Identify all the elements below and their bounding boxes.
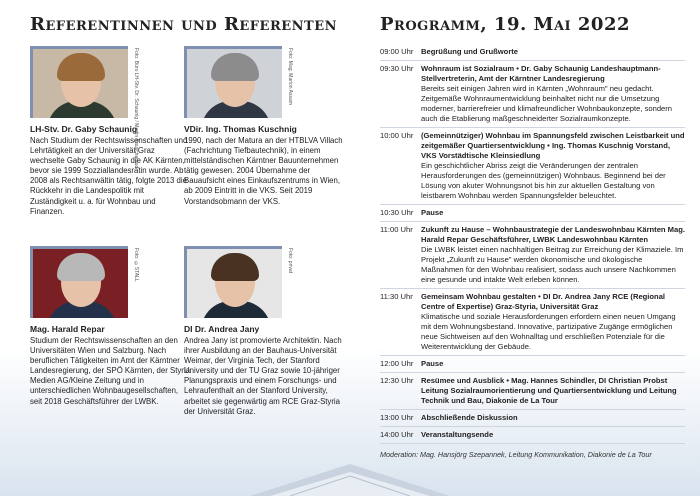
program-description: Ein geschichtlicher Abriss zeigt die Veränderungen der zentralen Herausforderungen des (gemeinnützigen) Wohnbaus. Beginnend bei der Lösung von akuter Wohnungsnot bis hin zur aktuellen Gestaltung von leistbarem Wohnbau werden Spannungsfelder beleuchtet. <box>421 161 666 200</box>
speaker-card <box>30 46 190 217</box>
program-schedule <box>380 44 685 459</box>
photo-credit: Foto: privat <box>287 248 293 274</box>
program-time: 10:00 Uhr <box>380 131 414 140</box>
program-row <box>380 205 685 222</box>
program-title: Programm, 19. Mai 2022 <box>380 14 631 35</box>
program-row <box>380 222 685 289</box>
program-description: Die LWBK leistet einen nachhaltigen Beitrag zur Erreichung der Klimaziele. Im Projekt „Zukunft zu Hause" werden ökonomische und ökologische Maßnahmen für den Wohnbau realisiert, sodass auch unsere Nachkommen eine gesunde und intakte Welt erleben können. <box>421 245 684 284</box>
program-heading: Abschließende Diskussion <box>421 413 518 422</box>
program-heading: Begrüßung und Grußworte <box>421 47 519 56</box>
speaker-name: LH-Stv. Dr. Gaby Schaunig <box>30 124 138 134</box>
speaker-photo <box>184 46 282 118</box>
house-roof-graphic <box>250 462 450 496</box>
speaker-card <box>184 46 344 207</box>
program-row <box>380 410 685 427</box>
speaker-bio: 1990, nach der Matura an der HTBLVA Villach (Fachrichtung Tiefbautechnik), in einem mittelständischen Kärntner Bauunternehmen tätig gewesen. 2004 Übernahme der Bauaufsicht eines Einkaufszentrums in Wien, ab 2009 Eintritt in die VKS. Seit 2019 Vorstandsobmann der VKS. <box>184 136 343 206</box>
program-time: 11:00 Uhr <box>380 225 413 234</box>
speaker-name: DI Dr. Andrea Jany <box>184 324 260 334</box>
program-row <box>380 289 685 356</box>
speaker-bio: Nach Studium der Rechtswissenschaften und Lehrtätigkeit an der Universität Graz wechselte Gaby Schaunig in die AK Kärnten, bevor sie 1999 Sozziallandesrätin wurde. Ab 2008 als Rechtsanwältin tätig, folgte 2013 die Rückkehr in die Landespolitik mit Zuständigkeit u. a. für Wohnbau und Finanzen. <box>30 136 188 216</box>
program-time: 09:00 Uhr <box>380 47 414 56</box>
photo-credit: Foto: Mag. Marion Assam <box>287 48 293 105</box>
photo-credit: Foto: Büro LH-Stv. Dr. Schaunig / Martin Rauscheraud <box>133 48 139 169</box>
program-heading: Gemeinsam Wohnbau gestalten • DI Dr. Andrea Jany RCE (Regional Centre of Expertise) Graz-Styria, Universität Graz <box>421 292 666 311</box>
program-time: 13:00 Uhr <box>380 413 414 422</box>
program-time: 12:00 Uhr <box>380 359 414 368</box>
program-time: 11:30 Uhr <box>380 292 413 301</box>
speaker-photo <box>30 46 128 118</box>
program-time: 12:30 Uhr <box>380 376 414 385</box>
program-row <box>380 128 685 205</box>
program-description: Bereits seit einigen Jahren wird in Kärnten „Wohnraum" neu gedacht. Zeitgemäße Wohnraumentwicklung beinhaltet nicht nur die Umsetzung moderner, barrierefreier und klimafreundlicher Wohnbaukonzepte, sondern auch die Etablierung maßgeschneiderter Sozialraumkonzepte. <box>421 84 673 123</box>
program-heading: Zukunft zu Hause – Wohnbaustrategie der Landeswohnbau Kärnten Mag. Harald Repar Geschäftsführer, LWBK Landeswohnbau Kärnten <box>421 225 685 244</box>
speaker-card <box>30 246 190 407</box>
program-time: 09:30 Uhr <box>380 64 414 73</box>
program-row <box>380 427 685 444</box>
program-heading: Wohnraum ist Sozialraum • Dr. Gaby Schaunig Landeshauptmann-Stellvertreterin, Amt der Kärntner Landesregierung <box>421 64 661 83</box>
program-row <box>380 373 685 410</box>
program-heading: Resümee und Ausblick • Mag. Hannes Schindler, DI Christian Probst Leitung Sozialraumorientierung und Quartiersentwicklung und Leitung Technik und Bau, Diakonie de La Tour <box>421 376 677 405</box>
moderation-note: Moderation: Mag. Hansjörg Szepannek, Leitung Kommunikation, Diakonie de La Tour <box>380 450 652 459</box>
speaker-photo <box>30 246 128 318</box>
program-heading: Veranstaltungsende <box>421 430 494 439</box>
speaker-bio: Andrea Jany ist promovierte Architektin. Nach ihrer Ausbildung an der Bauhaus-Universität Weimar, der Virginia Tech, der Stanford University und der TU Graz sowie 10-jähriger Planungspraxis und einem Forschungs- und Lehraufenthalt an der Stanford University, arbeitet sie gegenwärtig am RCE Graz-Styria der Universität Graz. <box>184 336 342 416</box>
speaker-bio: Studium der Rechtswissenschaften an den Universitäten Wien und Salzburg. Nach beruflichen Tätigkeiten im Amt der Kärntner Landesregierung, der SPÖ Kärnten, der Styria Medien AG/Kleine Zeitung und in unterschiedlichen Wohnbaugesellschaften, seit 2018 Geschäftsführer der LWBK. <box>30 336 190 406</box>
speaker-name: Mag. Harald Repar <box>30 324 105 334</box>
photo-credit: Foto: ©STALL <box>133 248 139 282</box>
speaker-name: VDir. Ing. Thomas Kuschnig <box>184 124 297 134</box>
program-heading: (Gemeinnütziger) Wohnbau im Spannungsfeld zwischen Leistbarkeit und zeitgemäßer Quartiersentwicklung • Ing. Thomas Kuschnig Vorstand, VKS Vorstädtische Kleinsiedlung <box>421 131 685 160</box>
program-row <box>380 44 685 61</box>
program-row <box>380 61 685 128</box>
program-time: 14:00 Uhr <box>380 430 414 439</box>
program-description: Klimatische und soziale Herausforderungen erfordern einen neuen Umgang mit dem Wohnungsbestand. Innovative, partizipative Zugänge ermöglichen neue Sichtweisen auf den Wohnalltag und erschließen Potenziale für die Weiterentwicklung der Gebäude. <box>421 312 676 351</box>
speakers-title: Referentinnen und Referenten <box>30 14 338 35</box>
program-heading: Pause <box>421 359 444 368</box>
program-row <box>380 356 685 373</box>
program-time: 10:30 Uhr <box>380 208 414 217</box>
speaker-photo <box>184 246 282 318</box>
speaker-card <box>184 246 344 417</box>
program-heading: Pause <box>421 208 444 217</box>
